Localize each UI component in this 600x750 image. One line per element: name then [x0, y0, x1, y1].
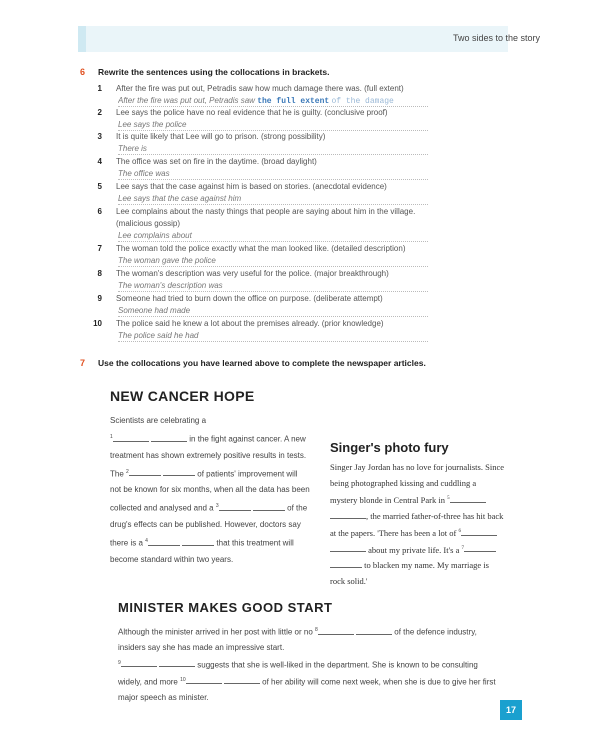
item-prompt: Lee complains about the nasty things that people are saying about him in the village. (malicious gossip): [116, 207, 416, 228]
article-singer-text: , the married father-of-three has hit back at the papers. 'There has been a lot of: [330, 510, 504, 538]
answer-prompt: The office was: [118, 169, 170, 178]
gap-blank[interactable]: [458, 526, 497, 536]
blank-number: 4: [145, 537, 148, 544]
answer-prompt: Lee says that the case against him: [118, 194, 242, 203]
item-prompt: Lee says the police have no real evidence that he is guilty. (conclusive proof): [116, 108, 388, 117]
article-cancer-body: [110, 413, 310, 568]
answer-prompt: Lee says the police: [118, 120, 187, 129]
item-prompt: The police said he knew a lot about the premises already. (prior knowledge): [116, 319, 384, 328]
header-band: [78, 26, 508, 52]
article-singer-title: Singer's photo fury: [330, 440, 449, 455]
item-number: 8: [97, 269, 102, 278]
gap-blank[interactable]: [330, 542, 366, 552]
blank-number: 9: [118, 659, 121, 666]
item-prompt: Someone had tried to burn down the office on purpose. (deliberate attempt): [116, 294, 383, 303]
article-cancer-text: of the drug's effects can be published. However, doctors say there is a: [110, 503, 308, 548]
answer-prompt: After the fire was put out, Petradis saw: [118, 96, 255, 105]
blank-number: 5: [447, 496, 450, 501]
answer-line[interactable]: [118, 168, 428, 180]
item-number: 2: [97, 108, 102, 117]
gap-blank[interactable]: [356, 625, 392, 635]
item-prompt: The office was set on fire in the daytime. (broad daylight): [116, 157, 317, 166]
article-minister-body: [118, 623, 498, 705]
blank-number: 1: [110, 434, 113, 440]
gap-blank[interactable]: [330, 509, 366, 519]
item-number: 10: [93, 319, 102, 328]
handwritten-answer-faint: of the damage: [331, 97, 394, 106]
article-singer-text: about my private life. It's a: [368, 544, 460, 555]
item-number: 6: [97, 207, 102, 216]
article-cancer-text: in the fight against cancer.: [189, 434, 283, 444]
answer-prompt: Someone had made: [118, 306, 191, 315]
gap-blank[interactable]: [224, 674, 260, 684]
gap-blank[interactable]: [113, 432, 149, 442]
item-number: 1: [97, 84, 102, 93]
item-number: 3: [97, 132, 102, 141]
exercise-7-instruction: Use the collocations you have learned above to complete the newspaper articles.: [98, 358, 426, 368]
article-cancer-text: A new treatment has shown extremely positive results in tests. The: [110, 434, 307, 479]
answer-prompt: The police said he had: [118, 331, 199, 340]
gap-blank[interactable]: [464, 542, 496, 552]
gap-blank[interactable]: [253, 501, 285, 511]
gap-blank[interactable]: [318, 625, 354, 635]
blank-number: 2: [126, 468, 129, 475]
item-number: 4: [97, 157, 102, 166]
article-minister-text: suggests that she is well-liked in the department. She is known to be consulting widely, and more: [118, 660, 478, 687]
article-cancer-text: Scientists are celebrating a: [110, 416, 207, 425]
answer-line[interactable]: [118, 255, 428, 267]
answer-line[interactable]: [118, 143, 428, 155]
answer-prompt: Lee complains about: [118, 231, 192, 240]
answer-prompt: The woman gave the police: [118, 256, 216, 265]
gap-blank[interactable]: [121, 657, 157, 667]
gap-blank[interactable]: [163, 466, 195, 476]
item-prompt: The woman told the police exactly what the man looked like. (detailed description): [116, 244, 406, 253]
article-singer-text: to blacken my name. My marriage is rock solid.': [330, 560, 489, 587]
item-prompt: It is quite likely that Lee will go to prison. (strong possibility): [116, 132, 326, 141]
article-minister-text: of the defence industry, insiders say she has made an impressive start.: [118, 627, 477, 653]
exercise-6-number: 6: [80, 67, 86, 77]
item-number: 9: [97, 294, 102, 303]
gap-blank[interactable]: [129, 466, 161, 476]
item-number: 7: [97, 244, 102, 253]
exercise-6-instruction: Rewrite the sentences using the collocations in brackets.: [98, 67, 330, 77]
gap-blank[interactable]: [186, 674, 222, 684]
article-cancer-text: of patients' improvement will not be known for six months, when all the data has been collected and analysed and a: [110, 469, 310, 513]
item-prompt: Lee says that the case against him is based on stories. (anecdotal evidence): [116, 182, 387, 191]
answer-line[interactable]: [118, 280, 428, 292]
gap-blank[interactable]: [159, 657, 195, 667]
answer-line[interactable]: [118, 95, 428, 107]
article-minister-text: Although the minister arrived in her post with little or no: [118, 627, 313, 637]
article-minister-text: of her ability will come next week, when she is due to give her first major speech as minister.: [118, 677, 496, 702]
item-number: 5: [97, 182, 102, 191]
article-minister-title: MINISTER MAKES GOOD START: [118, 600, 333, 615]
exercise-7-number: 7: [80, 358, 86, 368]
running-title: Two sides to the story: [452, 33, 540, 43]
blank-number: 3: [215, 503, 219, 510]
blank-number: 10: [180, 676, 186, 683]
answer-prompt: The woman's description was: [118, 281, 223, 290]
gap-blank[interactable]: [450, 493, 486, 503]
answer-line[interactable]: [118, 330, 428, 342]
answer-prompt: There is: [118, 144, 147, 153]
blank-number: 6: [458, 528, 462, 534]
article-cancer-title: NEW CANCER HOPE: [110, 388, 255, 404]
answer-line[interactable]: [118, 230, 428, 242]
gap-blank[interactable]: [219, 501, 251, 511]
article-singer-text: Singer Jay Jordan has no love for journalists. Since being photographed kissing and cuddling a mystery blonde in Central Park in: [330, 462, 504, 505]
header-band-accent: [78, 26, 86, 52]
answer-line[interactable]: [118, 119, 428, 131]
item-prompt: The woman's description was very useful for the police. (major breakthrough): [116, 269, 389, 278]
gap-blank[interactable]: [182, 536, 214, 546]
article-singer-body: [330, 459, 505, 589]
gap-blank[interactable]: [151, 432, 187, 442]
article-cancer-text: that this treatment will become standard within two years.: [110, 538, 294, 564]
gap-blank[interactable]: [330, 558, 362, 568]
answer-line[interactable]: [118, 193, 428, 205]
handwritten-answer: the full extent: [257, 97, 330, 106]
blank-number: 8: [315, 627, 318, 633]
page-number-badge: 17: [500, 700, 522, 720]
answer-line[interactable]: [118, 305, 428, 317]
blank-number: 7: [461, 545, 464, 551]
gap-blank[interactable]: [148, 536, 180, 546]
item-prompt: After the fire was put out, Petradis saw how much damage there was. (full extent): [116, 84, 404, 93]
